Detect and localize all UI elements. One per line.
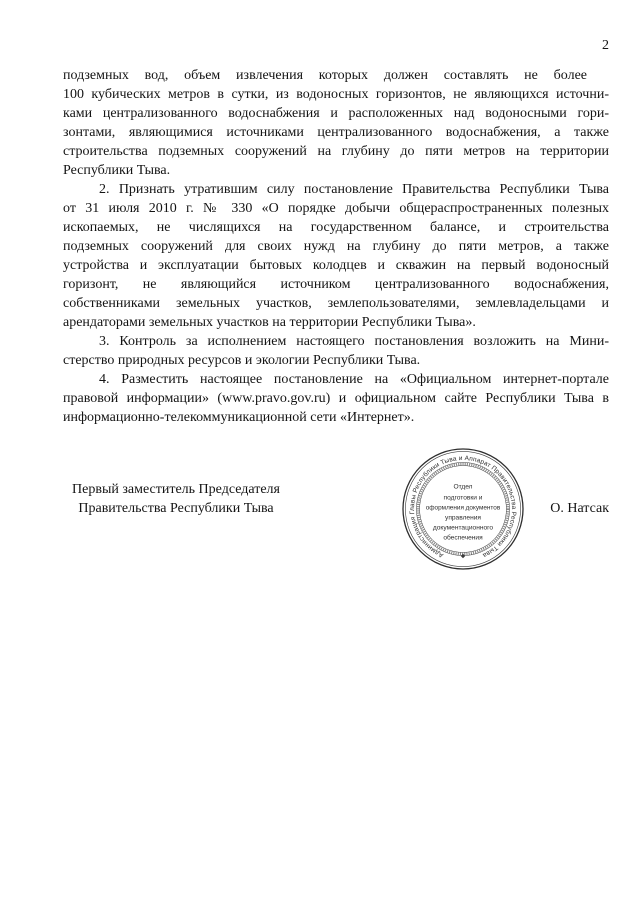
paragraph-3 [63,332,609,370]
body-text-line: 2. Признать утратившим силу постановление Правительства Республики Тыва [99,182,609,197]
paragraph-2 [63,180,609,332]
seal-center-line: оформления документов [425,504,501,512]
signatory-position-line-2: Правительства Республики Тыва [78,501,274,516]
body-text-line: горизонт, не являющийся источником централизованного водоснабжения, [63,277,609,292]
body-text-line: собственниками земельных участков, землепользователями, землевладельцами и [63,296,609,311]
body-text-line: стерство природных ресурсов и экологии Республики Тыва. [63,353,421,368]
seal-center-line: управления [445,514,481,522]
body-text-line: зонтами, являющимися источниками централизованного водоснабжения, а также [63,125,609,140]
signatory-name: О. Натсак [550,501,609,516]
seal-center-line: Отдел [453,483,473,491]
body-text-line: 3. Контроль за исполнением настоящего постановления возложить на Мини- [99,334,609,349]
body-text-line: подземных сооружений для своих нужд на глубину до пяти метров, а также [63,239,609,254]
seal-ring-text-path: Администрация Главы Республики Тыва и Аппарат Правительства Республики Тыва [408,454,518,559]
body-text-line: правовой информации» (www.pravo.gov.ru) и официальном сайте Республики Тыва в [63,391,609,406]
body-text-line: ками централизованного водоснабжения и расположенных над водоносными гори- [63,106,609,121]
body-text-line: информационно-телекоммуникационной сети «Интернет». [63,410,415,425]
page-number: 2 [602,38,609,53]
body-text-line: подземных вод, объем извлечения которых должен составлять не более [63,68,587,83]
signatory-position-line-1: Первый заместитель Председателя [72,482,280,497]
seal-center-line: документационного [432,524,494,532]
body-text [63,66,609,427]
body-text-line: Республики Тыва. [63,163,171,178]
body-text-line: ископаемых, не числящихся на государственном балансе, и строительства [63,220,609,235]
seal-center-line: обеспечения [443,534,483,542]
body-text-line: 100 кубических метров в сутки, из водоносных горизонтов, не являющихся источни- [63,87,609,102]
body-text-line: устройства и эксплуатации бытовых колодцев и скважин на первый водоносный [63,258,609,273]
official-seal [400,446,526,572]
body-text-line: 4. Разместить настоящее постановление на «Официальном интернет-портале [99,372,609,387]
body-text-line: от 31 июля 2010 г. № 330 «О порядке добычи общераспространенных полезных [63,201,609,216]
signatory-position [63,480,289,518]
paragraph-1 [63,66,609,180]
body-text-line: строительства подземных сооружений на глубину до пяти метров на территории [63,144,609,159]
seal-center-line: подготовки и [443,494,483,502]
paragraph-4 [63,370,609,427]
body-text-line: арендаторами земельных участков на территории Республики Тыва». [63,315,476,330]
